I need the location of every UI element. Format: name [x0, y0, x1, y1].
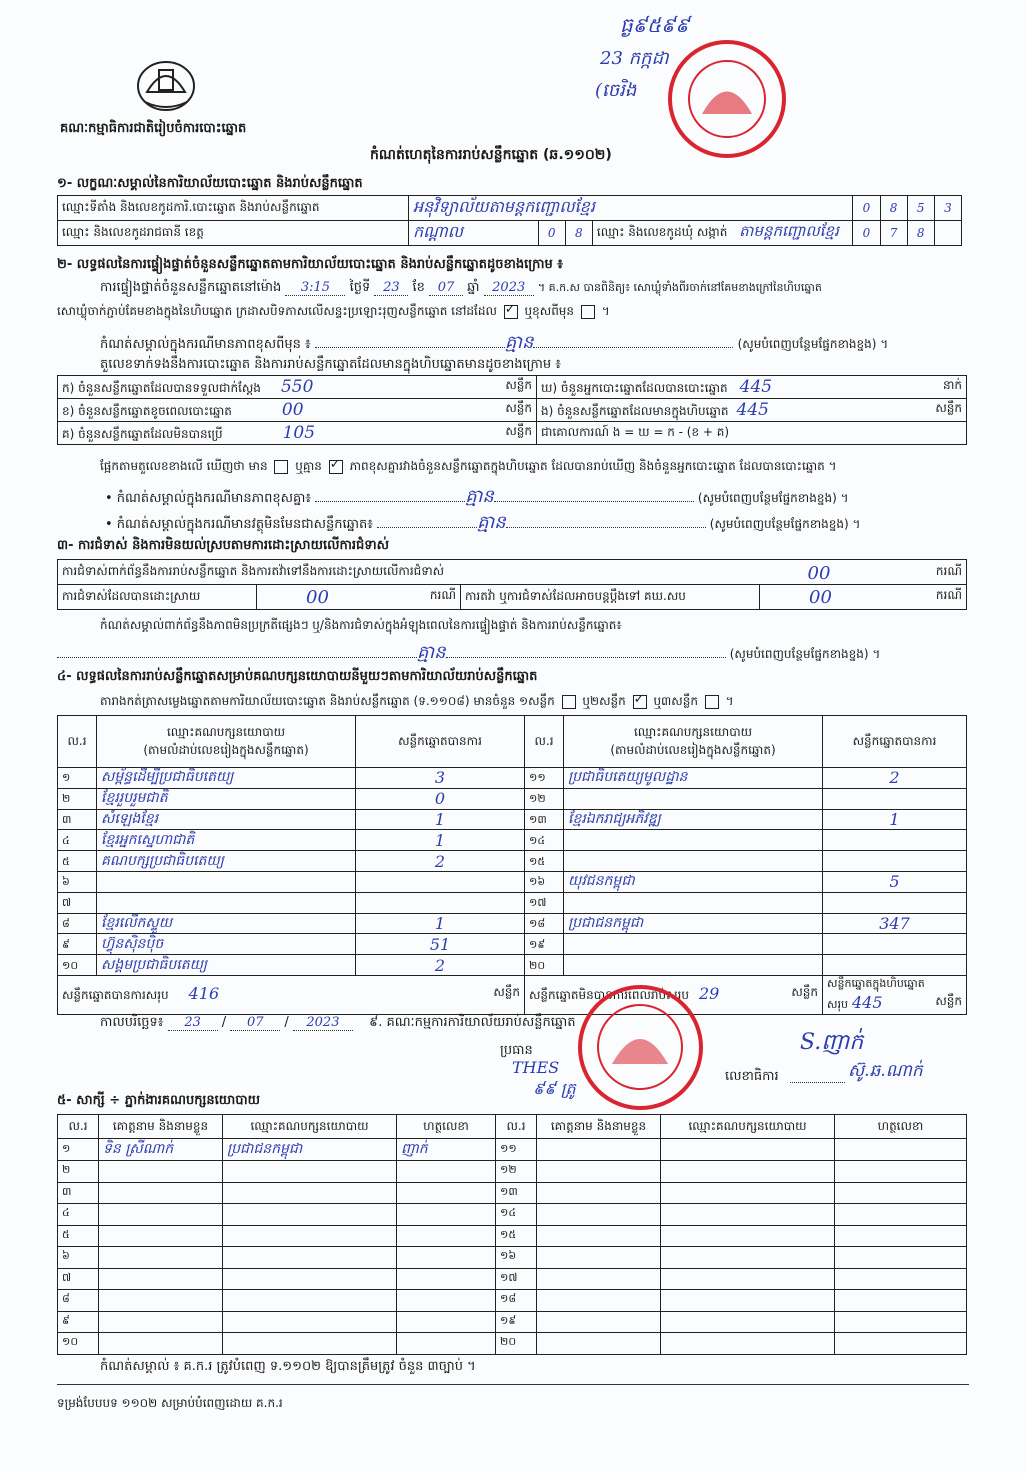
chair-signature: THES	[512, 1058, 560, 1077]
result-party-left: ខ្មែរលើកស្ទួយ	[97, 913, 356, 934]
official-stamp-middle	[578, 985, 703, 1110]
result-votes-left: 1	[356, 913, 525, 934]
commune-code-3: 8	[907, 221, 934, 246]
results-row	[58, 809, 967, 830]
witness-col-no-left: ល.រ	[58, 1115, 99, 1139]
witness-party-right	[661, 1204, 835, 1226]
compare-line: ផ្អែកតាមតួលេខខាងលើ ឃើញថា មាន ឬគ្មាន ✓ ភាពខុសគ្នារវាងចំនួនសន្លឹកឆ្នោតក្នុងហិបឆ្នោត ដែលបានរាប់ឃើញ និងចំនួនអ្នកបោះឆ្នោត ដែលបានបោះឆ្នោត ។	[100, 458, 837, 476]
result-votes-right	[823, 892, 967, 913]
result-no-left: ៣	[58, 809, 97, 830]
result-party-left	[97, 892, 356, 913]
section2-title: ២- លទ្ធផលនៃការផ្ទៀងផ្ទាត់ចំនួនសន្លឹកឆ្នោតតាមការិយាល័យបោះឆ្នោត និងរាប់សន្លឹកឆ្នោតដូចខាងក្រោម ៖	[57, 257, 563, 272]
result-no-right: ១៧	[525, 892, 564, 913]
results-row	[58, 788, 967, 809]
result-party-right	[564, 788, 823, 809]
verify-line-1: ការផ្ទៀងផ្ទាត់ចំនួនសន្លឹកឆ្នោតនៅម៉ោង 3:15 ថ្ងៃទី 23 ខែ 07 ឆ្នាំ 2023 ។ គ.ក.ស បានពិនិត្យ៖ សោឃ្លុំទាំងពីរចាក់នៅគែមខាងក្រៅនៃហិបឆ្នោត	[100, 280, 822, 295]
col-party-left: ឈ្មោះគណបក្សនយោបាយ (តាមលំដាប់លេខរៀងក្នុងសន្លឹកឆ្នោត)	[97, 716, 356, 768]
section1-title: ១- លក្ខណៈសម្គាល់នៃការិយាល័យបោះឆ្នោត និងរាប់សន្លឹកឆ្នោត	[57, 176, 363, 191]
figures-table: ក) ចំនួនសន្លឹកឆ្នោតដែលបានទទួលជាក់ស្ដែង 550 សន្លឹក ឃ) ចំនួនអ្នកបោះឆ្នោតដែលបានបោះឆ្នោត 445 នាក់ ខ) ចំនួនសន្លឹកឆ្នោតខូចពេលបោះឆ្នោត 00 សន្លឹក ង) ចំនួនសន្លឹកឆ្នោតដែលមានក្នុងហិបឆ្នោត 445 សន្លឹក គ) ចំនួនសន្លឹកឆ្នោតដែលមិនបានប្រើ 105 សន្លឹក ជាគោលការណ៍ ង = ឃ = ក - (ខ + គ)	[57, 375, 967, 445]
witness-party-right	[661, 1290, 835, 1312]
voters-value: 445	[739, 376, 773, 397]
witness-name-right	[537, 1247, 661, 1269]
witness-col-party-right: ឈ្មោះគណបក្សនយោបាយ	[661, 1115, 835, 1139]
results-row	[58, 934, 967, 955]
figures-intro: តួលេខទាក់ទងនឹងការបោះឆ្នោត និងការរាប់សន្លឹកឆ្នោតដែលមានក្នុងហិបឆ្នោតមានដូចខាងក្រោម ៖	[100, 357, 561, 372]
witness-no-left: ៣	[58, 1182, 99, 1204]
page-title: កំណត់ហេតុនៃការរាប់សន្លឹកឆ្នោត (ឆ.១១០២)	[370, 147, 612, 163]
witness-name-right	[537, 1268, 661, 1290]
witness-sign-left	[397, 1268, 496, 1290]
witness-name-right	[537, 1204, 661, 1226]
result-party-left: សង្គមប្រជាធិបតេយ្យ	[97, 955, 356, 976]
location-value: អនុវិទ្យាល័យតាមន្តកញ្ជោលខ្មែរ	[408, 196, 852, 221]
witness-row	[58, 1139, 967, 1161]
witness-row	[58, 1182, 967, 1204]
witness-sign-left	[397, 1161, 496, 1183]
same-checkbox[interactable]	[504, 305, 518, 319]
total-box-value: 445	[851, 992, 883, 1012]
witness-name-right	[537, 1333, 661, 1355]
diff-note-value: គ្មាន	[465, 486, 494, 507]
form-reference: ទម្រង់បែបបទ ១១០២ សម្រាប់បំពេញដោយ គ.ក.រ	[57, 1396, 283, 1410]
date-day: 23	[168, 1015, 218, 1031]
province-code-1: 0	[538, 221, 565, 246]
witness-row	[58, 1268, 967, 1290]
result-votes-left	[356, 871, 525, 892]
witness-party-right	[661, 1247, 835, 1269]
result-party-right	[564, 830, 823, 851]
results-row	[58, 871, 967, 892]
result-no-right: ១២	[525, 788, 564, 809]
result-party-right	[564, 892, 823, 913]
witness-no-right: ១៧	[496, 1268, 537, 1290]
witness-row	[58, 1333, 967, 1355]
result-no-right: ១១	[525, 768, 564, 789]
commune-code-1: 0	[853, 221, 880, 246]
witness-col-sign-left: ហត្ថលេខា	[397, 1115, 496, 1139]
chair-signature-2: ៩៩ ត្រូ	[533, 1079, 576, 1098]
result-votes-left: 51	[356, 934, 525, 955]
witness-party-right	[661, 1161, 835, 1183]
commune-code-2: 7	[880, 221, 907, 246]
result-votes-right: 2	[823, 768, 967, 789]
result-party-left: ខ្មែររួបរួមជាតិ	[97, 788, 356, 809]
witness-party-left	[223, 1161, 397, 1183]
col-votes-right: សន្លឹកឆ្នោតបានការ	[823, 716, 967, 768]
witness-name-right	[537, 1290, 661, 1312]
witness-col-name-right: គោត្តនាម និងនាមខ្លួន	[537, 1115, 661, 1139]
received-value: 550	[280, 376, 314, 397]
result-no-left: ៦	[58, 871, 97, 892]
result-votes-right	[823, 788, 967, 809]
witness-party-left	[223, 1225, 397, 1247]
witness-sign-right	[835, 1268, 967, 1290]
witness-no-right: ១៥	[496, 1225, 537, 1247]
section3-table: ការជំទាស់ពាក់ព័ន្ធនឹងការរាប់សន្លឹកឆ្នោត និងការតវ៉ាទៅនឹងការដោះស្រាយលើការជំទាស់ 00 ករណី ការជំទាស់ដែលបានដោះស្រាយ 00 ករណី ការតវ៉ា ឬការជំទាស់ដែលអាចបន្តប្ដឹងទៅ គឃ.សប 00 ករណី	[57, 559, 967, 610]
different-checkbox[interactable]	[581, 305, 595, 319]
section1-table	[57, 195, 962, 246]
witness-party-left	[223, 1333, 397, 1355]
verify-line-2: សោឃ្លុំចាក់ភ្ជាប់គែមខាងក្នុងនៃហិបឆ្នោត ក្រដាសបិទភាសលើសន្ទះប្រឡោះរុញសន្លឹកឆ្នោត នៅដដែល ✓ ឬខុសពីមុន ។	[57, 303, 610, 321]
witness-sign-right	[835, 1311, 967, 1333]
results-row	[58, 955, 967, 976]
witness-no-left: ២	[58, 1161, 99, 1183]
witness-no-right: ១១	[496, 1139, 537, 1161]
result-votes-left: 1	[356, 830, 525, 851]
chair-label: ប្រធាន	[500, 1043, 533, 1058]
verify-time: 3:15	[285, 280, 345, 296]
witness-name-left	[99, 1204, 223, 1226]
result-votes-left: 2	[356, 955, 525, 976]
result-no-left: ២	[58, 788, 97, 809]
witness-party-right	[661, 1268, 835, 1290]
witness-sign-right	[835, 1204, 967, 1226]
appeal-label: ការតវ៉ា ឬការជំទាស់ដែលអាចបន្តប្ដឹងទៅ គឃ.សប	[461, 585, 760, 610]
result-no-left: ៩	[58, 934, 97, 955]
witness-name-left	[99, 1290, 223, 1312]
province-code-2: 8	[565, 221, 592, 246]
one-sheet-checkbox[interactable]	[562, 695, 576, 709]
result-no-right: ១៣	[525, 809, 564, 830]
result-party-right	[564, 955, 823, 976]
witness-party-left	[223, 1247, 397, 1269]
result-party-right: ខ្មែរឯករាជ្យអភិវឌ្ឍ	[564, 809, 823, 830]
col-votes-left: សន្លឹកឆ្នោតបានការ	[356, 716, 525, 768]
three-sheets-checkbox[interactable]	[705, 695, 719, 709]
result-no-left: ៥	[58, 851, 97, 872]
verify-day: 23	[374, 280, 408, 296]
irregularity-note-label: កំណត់សម្គាល់ពាក់ព័ន្ធនឹងភាពមិនប្រក្រតីផ្សេងៗ ឬ/និងការជំទាស់ក្នុងអំឡុងពេលនៃការផ្ទៀងផ្ទាត់ និងការរាប់សន្លឹកឆ្នោត៖	[100, 618, 622, 632]
result-party-left: គណបក្សប្រជាធិបតេយ្យ	[97, 851, 356, 872]
secretary-name: ស៊ូ.ឆ.ណាក់	[848, 1061, 923, 1081]
witness-no-left: ៤	[58, 1204, 99, 1226]
witness-name-right	[537, 1139, 661, 1161]
result-party-right: យុវជនកម្ពុជា	[564, 871, 823, 892]
result-party-right: ប្រជាជនកម្ពុជា	[564, 913, 823, 934]
witness-name-left	[99, 1182, 223, 1204]
results-table: ល.រ ឈ្មោះគណបក្សនយោបាយ (តាមលំដាប់លេខរៀងក្នុងសន្លឹកឆ្នោត) សន្លឹកឆ្នោតបានការ ល.រ ឈ្មោះគណបក្សនយោបាយ (តាមលំដាប់លេខរៀងក្នុងសន្លឹកឆ្នោត) សន្លឹកឆ្នោតបានការ ១ សម្ព័ន្ធដើម្បីប្រជាធិបតេយ្យ 3 ១១ ប្រជាធិបតេយ្យមូលដ្ឋាន 2 ២ ខ្មែររួបរួមជាតិ 0 ១២ ៣ សំឡេងខ្មែរ 1 ១៣ ខ្មែរឯករាជ្យអភិវឌ្ឍ 1 ៤ ខ្មែរអ្នកស្នេហាជាតិ 1 ១៤ ៥ គណបក្សប្រជាធិបតេយ្យ 2 ១៥ ៦ ១៦ យុវជនកម្ពុជា 5 ៧ ១៧ ៨ ខ្មែរលើកស្ទួយ 1 ១៨ ប្រជាជនកម្ពុជា 347 ៩ ហ៊្វុនស៊ិនប៉ិច 51 ១៩ ១០ សង្គមប្រជាធិបតេយ្យ 2 ២០ សន្លឹកឆ្នោតបានការសរុប 416 សន្លឹក សន្លឹកឆ្នោតមិនបានការពេលរាប់សរុប 29 សន្លឹក សន្លឹកឆ្នោតក្នុងហិបឆ្នោតសរុប 445 សន្លឹក	[57, 715, 967, 1015]
location-label: ឈ្មោះទីតាំង និងលេខកូដការិ.បោះឆ្នោត និងរាប់សន្លឹកឆ្នោត	[58, 196, 409, 221]
col-no-left: ល.រ	[58, 716, 97, 768]
irregularity-note-line: គ្មាន (សូមបំពេញបន្ថែមផ្នែកខាងខ្នង) ។	[57, 640, 967, 667]
date-line: កាលបរិច្ឆេទ៖ 23 / 07 / 2023 ៩. គណៈកម្មការការិយាល័យរាប់សន្លឹកឆ្នោត	[100, 1015, 576, 1030]
col-no-right: ល.រ	[525, 716, 564, 768]
result-votes-right: 347	[823, 913, 967, 934]
national-emblem-icon	[135, 52, 197, 114]
witness-party-right	[661, 1311, 835, 1333]
fake-note-value: គ្មាន	[477, 512, 506, 533]
difference-note-line: កំណត់សម្គាល់ក្នុងករណីមានភាពខុសពីមុន ៖ គ្មាន (សូមបំពេញបន្ថែមផ្នែកខាងខ្នង) ។	[100, 332, 889, 353]
in-box-value: 445	[736, 399, 769, 420]
witness-no-right: ១៩	[496, 1311, 537, 1333]
result-votes-right	[823, 851, 967, 872]
witness-party-left	[223, 1182, 397, 1204]
no-difference-checkbox[interactable]	[329, 460, 343, 474]
location-code-2: 8	[880, 196, 907, 221]
witness-row	[58, 1311, 967, 1333]
irregularity-note-value: គ្មាន	[417, 642, 446, 663]
result-no-left: ១	[58, 768, 97, 789]
location-code-3: 5	[907, 196, 934, 221]
witness-party-left	[223, 1268, 397, 1290]
result-votes-left	[356, 892, 525, 913]
result-party-left: ខ្មែរអ្នកស្នេហាជាតិ	[97, 830, 356, 851]
objections-value: 00	[807, 563, 831, 584]
result-votes-right	[823, 955, 967, 976]
witness-name-left	[99, 1225, 223, 1247]
witness-sign-right	[835, 1139, 967, 1161]
witness-name-left: ទិន ស្រីណាក់	[99, 1139, 223, 1161]
results-row	[58, 892, 967, 913]
witness-no-right: ១៣	[496, 1182, 537, 1204]
witness-no-right: ១៤	[496, 1204, 537, 1226]
section4-title: ៤- លទ្ធផលនៃការរាប់សន្លឹកឆ្នោតសម្រាប់គណបក្សនយោបាយនីមួយៗតាមការិយាល័យរាប់សន្លឹកឆ្នោត	[57, 669, 538, 684]
witness-row	[58, 1225, 967, 1247]
two-sheets-checkbox[interactable]	[633, 695, 647, 709]
date-year: 2023	[293, 1015, 353, 1031]
witness-name-right	[537, 1311, 661, 1333]
witness-party-left: ប្រជាជនកម្ពុជា	[223, 1139, 397, 1161]
secretary-label: លេខាធិការ	[725, 1069, 779, 1084]
result-no-right: ១៤	[525, 830, 564, 851]
verify-year: 2023	[484, 280, 534, 296]
date-month: 07	[230, 1015, 280, 1031]
witness-party-left	[223, 1290, 397, 1312]
resolved-label: ការជំទាស់ដែលបានដោះស្រាយ	[58, 585, 257, 610]
witness-sign-left	[397, 1311, 496, 1333]
witness-sign-left	[397, 1225, 496, 1247]
result-no-left: ៤	[58, 830, 97, 851]
witness-no-right: ១៦	[496, 1247, 537, 1269]
result-no-right: ១៦	[525, 871, 564, 892]
handwritten-note-3: (ចេរិង	[595, 80, 637, 101]
witness-sign-right	[835, 1161, 967, 1183]
result-votes-right: 1	[823, 809, 967, 830]
result-party-left	[97, 871, 356, 892]
witness-name-right	[537, 1161, 661, 1183]
section5-title: ៥- សាក្សី ÷ ភ្នាក់ងារគណបក្សនយោបាយ	[57, 1093, 260, 1108]
result-no-right: ១៨	[525, 913, 564, 934]
witness-name-right	[537, 1225, 661, 1247]
has-difference-checkbox[interactable]	[274, 460, 288, 474]
witness-col-party-left: ឈ្មោះគណបក្សនយោបាយ	[223, 1115, 397, 1139]
spoiled-value: 00	[281, 399, 304, 420]
formula: ជាគោលការណ៍ ង = ឃ = ក - (ខ + គ)	[537, 422, 967, 445]
witness-name-left	[99, 1311, 223, 1333]
total-valid-value: 416	[188, 984, 220, 1004]
witness-sign-left	[397, 1182, 496, 1204]
unused-value: 105	[282, 422, 316, 443]
witness-sign-right	[835, 1225, 967, 1247]
witness-no-right: ២០	[496, 1333, 537, 1355]
result-votes-left: 3	[356, 768, 525, 789]
witness-no-left: ៨	[58, 1290, 99, 1312]
result-party-right	[564, 934, 823, 955]
result-votes-left: 1	[356, 809, 525, 830]
secretary-signature: S.ញាក់	[800, 1030, 864, 1055]
result-party-right	[564, 851, 823, 872]
witness-party-left	[223, 1311, 397, 1333]
org-name: គណៈកម្មាធិការជាតិរៀបចំការបោះឆ្នោត	[60, 121, 247, 136]
result-party-left: សម្ព័ន្ធដើម្បីប្រជាធិបតេយ្យ	[97, 768, 356, 789]
results-row	[58, 851, 967, 872]
col-party-right: ឈ្មោះគណបក្សនយោបាយ (តាមលំដាប់លេខរៀងក្នុងសន្លឹកឆ្នោត)	[564, 716, 823, 768]
section3-title: ៣- ការជំទាស់ និងការមិនយល់ស្របតាមការដោះស្រាយលើការជំទាស់	[57, 538, 389, 553]
witness-party-right	[661, 1139, 835, 1161]
result-votes-right	[823, 934, 967, 955]
witness-no-right: ១២	[496, 1161, 537, 1183]
diff-note-line: • កំណត់សម្គាល់ក្នុងករណីមានភាពខុសគ្នា៖ គ្មាន (សូមបំពេញបន្ថែមផ្នែកខាងខ្នង) ។	[105, 486, 849, 507]
result-no-left: ៨	[58, 913, 97, 934]
witness-table	[57, 1114, 967, 1355]
result-votes-left: 2	[356, 851, 525, 872]
witness-name-left	[99, 1268, 223, 1290]
witness-col-no-right: ល.រ	[496, 1115, 537, 1139]
result-votes-left: 0	[356, 788, 525, 809]
handwritten-note-1: ធ្ង៩៥៩៩	[620, 13, 690, 37]
witness-party-right	[661, 1225, 835, 1247]
province-value: កណ្ដាល	[408, 221, 538, 246]
result-no-right: ១៩	[525, 934, 564, 955]
commune-label: ឈ្មោះ និងលេខកូដឃុំ សង្កាត់ តាមន្តកញ្ជោលខ្មែរ	[592, 221, 852, 246]
results-row	[58, 768, 967, 789]
witness-no-left: ១	[58, 1139, 99, 1161]
handwritten-note-2: 23 កក្កដា	[600, 48, 669, 69]
witness-sign-right	[835, 1182, 967, 1204]
witness-name-left	[99, 1247, 223, 1269]
difference-note-value: គ្មាន	[504, 332, 534, 353]
footer-note: កំណត់សម្គាល់ ៖ គ.ក.រ ត្រូវបំពេញ ទ.១១០២ ឱ្យបានត្រឹមត្រូវ ចំនួន ៣ច្បាប់ ។	[100, 1359, 476, 1374]
verify-month: 07	[429, 280, 463, 296]
witness-no-left: ៦	[58, 1247, 99, 1269]
result-no-right: ២០	[525, 955, 564, 976]
witness-no-left: ៥	[58, 1225, 99, 1247]
witness-sign-right	[835, 1290, 967, 1312]
witness-sign-left: ញាក់	[397, 1139, 496, 1161]
province-label: ឈ្មោះ និងលេខកូដរាជធានី ខេត្ត	[58, 221, 409, 246]
fake-note-line: • កំណត់សម្គាល់ក្នុងករណីមានវត្ថុមិនមែនជាសន្លឹកឆ្នោត៖ គ្មាន (សូមបំពេញបន្ថែមផ្នែកខាងខ្នង) ។	[105, 512, 861, 533]
witness-row	[58, 1204, 967, 1226]
witness-sign-right	[835, 1247, 967, 1269]
witness-row	[58, 1161, 967, 1183]
resolved-value: 00	[306, 586, 329, 608]
location-code-4: 3	[934, 196, 961, 221]
result-party-right: ប្រជាធិបតេយ្យមូលដ្ឋាន	[564, 768, 823, 789]
witness-sign-left	[397, 1333, 496, 1355]
witness-sign-right	[835, 1333, 967, 1355]
witness-row	[58, 1247, 967, 1269]
witness-col-name-left: គោត្តនាម និងនាមខ្លួន	[99, 1115, 223, 1139]
result-no-right: ១៥	[525, 851, 564, 872]
witness-sign-left	[397, 1290, 496, 1312]
witness-party-left	[223, 1204, 397, 1226]
witness-no-left: ១០	[58, 1333, 99, 1355]
witness-party-right	[661, 1333, 835, 1355]
witness-name-left	[99, 1161, 223, 1183]
result-party-left: សំឡេងខ្មែរ	[97, 809, 356, 830]
witness-name-right	[537, 1182, 661, 1204]
witness-no-left: ៧	[58, 1268, 99, 1290]
commune-value: តាមន្តកញ្ជោលខ្មែរ	[739, 222, 839, 240]
result-no-left: ១០	[58, 955, 97, 976]
result-no-left: ៧	[58, 892, 97, 913]
witness-no-right: ១៨	[496, 1290, 537, 1312]
result-votes-right	[823, 830, 967, 851]
result-party-left: ហ៊្វុនស៊ិនប៉ិច	[97, 934, 356, 955]
witness-no-left: ៩	[58, 1311, 99, 1333]
appeal-value: 00	[809, 586, 832, 608]
witness-party-right	[661, 1182, 835, 1204]
witness-row	[58, 1290, 967, 1312]
witness-sign-left	[397, 1204, 496, 1226]
official-stamp-top	[668, 40, 786, 158]
results-row	[58, 830, 967, 851]
location-code-1: 0	[853, 196, 880, 221]
tally-sheets-line: តារាងកត់ត្រាសម្លេងឆ្នោតតាមការិយាល័យបោះឆ្នោត និងរាប់សន្លឹកឆ្នោត (ទ.១១០៨) មានចំនួន ១សន្លឹក ឬ២សន្លឹក ✓ ឬ៣សន្លឹក ។	[100, 693, 734, 711]
results-row	[58, 913, 967, 934]
witness-name-left	[99, 1333, 223, 1355]
result-votes-right: 5	[823, 871, 967, 892]
witness-sign-left	[397, 1247, 496, 1269]
witness-col-sign-right: ហត្ថលេខា	[835, 1115, 967, 1139]
total-invalid-value: 29	[698, 984, 720, 1004]
